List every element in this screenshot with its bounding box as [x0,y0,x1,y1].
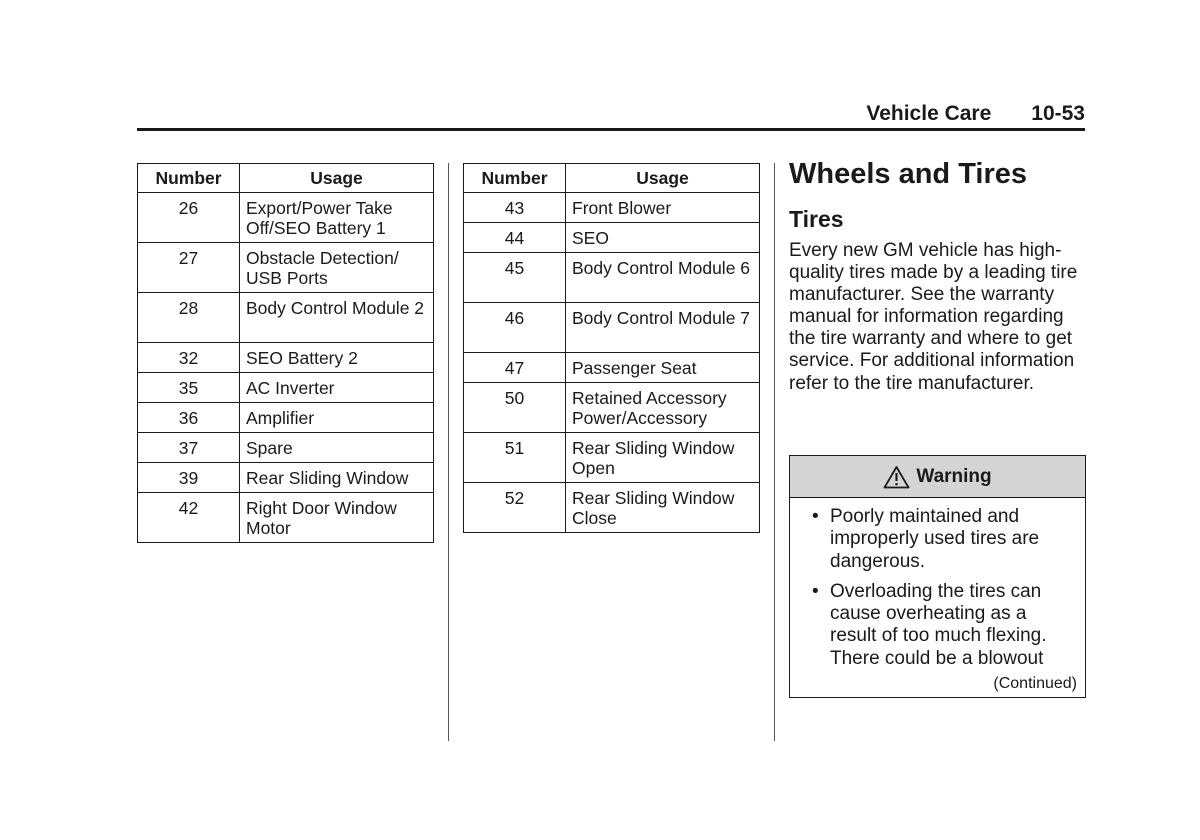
table-row [138,343,434,373]
list-item [812,581,1075,670]
column-divider-2 [774,163,775,741]
fuse-usage: Body Control Module 6 [566,253,760,303]
fuse-usage: Rear Sliding Window Open [566,433,760,483]
column-header-usage: Usage [240,164,434,193]
fuse-number: 46 [464,303,566,353]
fuse-number: 47 [464,353,566,383]
bullet-icon: • [812,580,819,602]
fuse-number: 27 [138,243,240,293]
fuse-number: 51 [464,433,566,483]
subsection-title: Tires [789,206,844,232]
section-name: Vehicle Care [866,102,992,125]
column-header-number: Number [464,164,566,193]
list-item [812,506,1075,573]
fuse-number: 28 [138,293,240,343]
fuse-usage: Passenger Seat [566,353,760,383]
fuse-usage: Rear Sliding Window [240,463,434,493]
fuse-number: 43 [464,193,566,223]
page-number: 10-53 [1031,102,1085,125]
table-header-row [464,164,760,193]
table-row [464,193,760,223]
warning-bullet-text: Poorly maintained and improperly used tires are dangerous. [830,506,1040,572]
table-row [138,463,434,493]
page-header [137,100,1085,131]
fuse-usage: Right Door Window Motor [240,493,434,543]
fuse-usage: Spare [240,433,434,463]
warning-bullet-text: Overloading the tires can cause overheating as a result of too much flexing. There could be a blowout [830,580,1047,669]
warning-list [790,498,1085,670]
fuse-number: 26 [138,193,240,243]
fuse-number: 42 [138,493,240,543]
table-row [464,483,760,533]
text-column [789,155,1086,395]
column-header-number: Number [138,164,240,193]
fuse-number: 45 [464,253,566,303]
fuse-usage: Retained Accessory Power/Accessory [566,383,760,433]
bullet-icon: • [812,506,819,527]
section-title: Wheels and Tires [789,158,1027,190]
fuse-number: 52 [464,483,566,533]
table-row [464,303,760,353]
table-row [138,433,434,463]
fuse-usage: Rear Sliding Window Close [566,483,760,533]
fuse-usage: AC Inverter [240,373,434,403]
warning-box [789,455,1086,698]
table-row [138,403,434,433]
fuse-number: 50 [464,383,566,433]
table-row [138,293,434,343]
column-header-usage: Usage [566,164,760,193]
table-row [464,223,760,253]
fuse-usage: Body Control Module 7 [566,303,760,353]
fuse-number: 32 [138,343,240,373]
table-row [464,383,760,433]
table-row [138,493,434,543]
warning-triangle-icon [883,465,910,489]
table-row [138,193,434,243]
fuse-usage: Body Control Module 2 [240,293,434,343]
continued-label: (Continued) [993,675,1077,692]
fuse-usage: SEO [566,223,760,253]
fuse-number: 37 [138,433,240,463]
table-row [138,243,434,293]
column-divider-1 [448,163,449,741]
fuse-usage: Export/Power Take Off/SEO Battery 1 [240,193,434,243]
fuse-usage: SEO Battery 2 [240,343,434,373]
body-paragraph: Every new GM vehicle has high-quality tires made by a leading tire manufacturer. See the warranty manual for information regarding the tire warranty and where to get service. For additional information refer to the tire manufacturer. [789,240,1078,394]
table-row [464,433,760,483]
fuse-usage: Amplifier [240,403,434,433]
fuse-table-right [463,163,760,533]
fuse-number: 39 [138,463,240,493]
fuse-number: 44 [464,223,566,253]
table-row [138,373,434,403]
table-row [464,353,760,383]
table-header-row [138,164,434,193]
warning-header [790,456,1085,498]
fuse-usage: Front Blower [566,193,760,223]
fuse-usage: Obstacle Detection/ USB Ports [240,243,434,293]
fuse-number: 36 [138,403,240,433]
fuse-table-left [137,163,434,543]
table-row [464,253,760,303]
fuse-number: 35 [138,373,240,403]
warning-title: Warning [916,465,992,487]
